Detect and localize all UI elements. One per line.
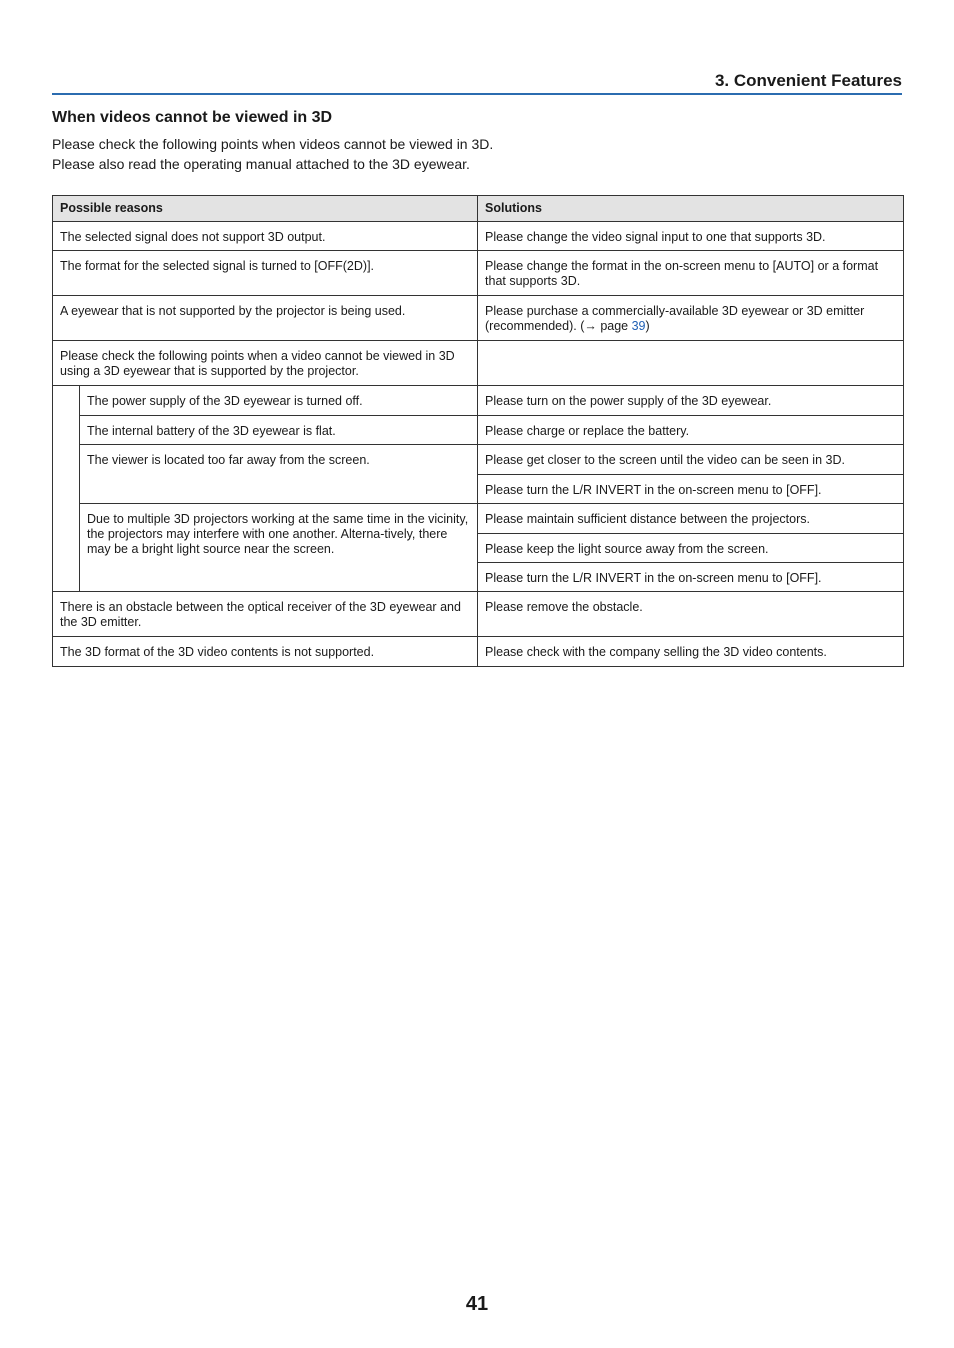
header-possible-reasons: Possible reasons (53, 196, 478, 222)
solution-cell: Please change the format in the on-screen menu to [AUTO] or a format that supports 3D. (478, 251, 904, 296)
reason-cell: The viewer is located too far away from the screen. (80, 445, 478, 504)
table-row (53, 416, 904, 445)
reason-cell: There is an obstacle between the optical receiver of the 3D eyewear and the 3D emitter. (53, 592, 478, 637)
intro-text (52, 134, 493, 174)
solution-cell: Please turn the L/R INVERT in the on-screen menu to [OFF]. (478, 563, 904, 592)
reason-cell: A eyewear that is not supported by the projector is being used. (53, 296, 478, 341)
intro-line-1: Please check the following points when videos cannot be viewed in 3D. (52, 136, 494, 152)
table-row (53, 296, 904, 341)
solution-text: Please purchase a commercially-available 3D eyewear or 3D emitter (recommended). (→ page (485, 304, 865, 333)
table-row (53, 222, 904, 251)
solution-cell (478, 296, 904, 341)
indent-cell (53, 386, 80, 592)
header-solutions: Solutions (478, 196, 904, 222)
reason-cell: The 3D format of the 3D video contents is not supported. (53, 637, 478, 667)
solution-cell: Please keep the light source away from the screen. (478, 534, 904, 563)
section-title: When videos cannot be viewed in 3D (52, 109, 333, 126)
solution-cell: Please turn the L/R INVERT in the on-screen menu to [OFF]. (478, 475, 904, 504)
reason-cell: Please check the following points when a video cannot be viewed in 3D using a 3D eyewear that is supported by the projector. (53, 341, 478, 386)
solution-cell: Please change the video signal input to one that supports 3D. (478, 222, 904, 251)
solution-cell-empty (478, 341, 904, 386)
table-row (53, 251, 904, 296)
table-row (53, 592, 904, 637)
table-row (53, 445, 904, 475)
table-row (53, 386, 904, 416)
solution-cell: Please check with the company selling the 3D video contents. (478, 637, 904, 667)
chapter-header: 3. Convenient Features (714, 71, 902, 90)
solution-cell: Please maintain sufficient distance between the projectors. (478, 504, 904, 534)
solution-cell: Please charge or replace the battery. (478, 416, 904, 445)
reason-cell: Due to multiple 3D projectors working at the same time in the vicinity, the projectors may interfere with one another. Alterna-tively, there may be a bright light source near the screen. (80, 504, 478, 592)
page-link[interactable]: 39 (631, 319, 646, 333)
reason-cell: The power supply of the 3D eyewear is turned off. (80, 386, 478, 416)
table-header-row (53, 196, 904, 222)
solution-cell: Please remove the obstacle. (478, 592, 904, 637)
reason-cell: The selected signal does not support 3D output. (53, 222, 478, 251)
table-row (53, 504, 904, 534)
solution-text-end: ) (645, 319, 650, 333)
table-row (53, 341, 904, 386)
solution-cell: Please get closer to the screen until the video can be seen in 3D. (478, 445, 904, 475)
header-rule (52, 93, 902, 95)
troubleshooting-table (52, 195, 904, 667)
table-row (53, 637, 904, 667)
intro-line-2: Please also read the operating manual attached to the 3D eyewear. (52, 156, 470, 172)
reason-cell: The format for the selected signal is turned to [OFF(2D)]. (53, 251, 478, 296)
reason-cell: The internal battery of the 3D eyewear is flat. (80, 416, 478, 445)
page-number: 41 (465, 1293, 489, 1315)
solution-cell: Please turn on the power supply of the 3D eyewear. (478, 386, 904, 416)
